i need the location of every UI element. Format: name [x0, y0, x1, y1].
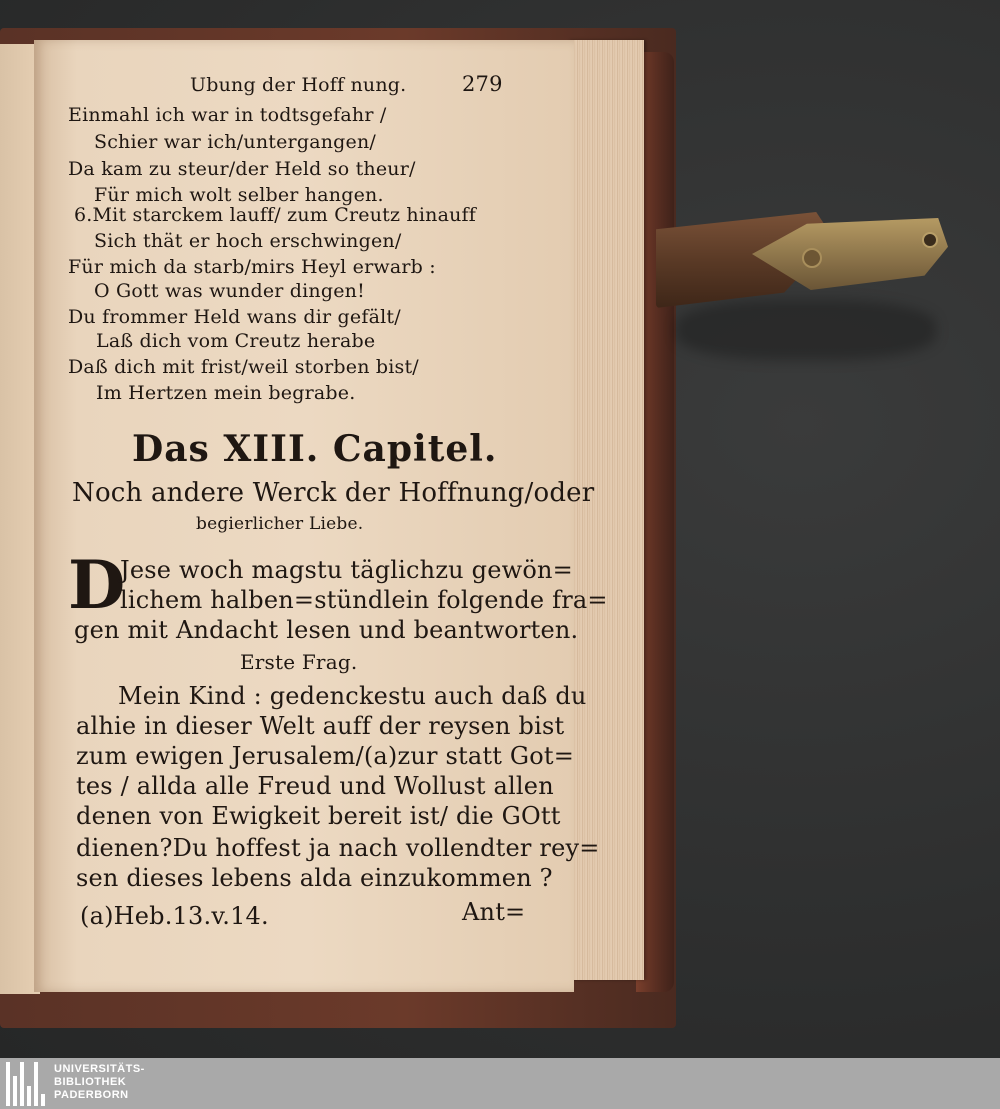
verse-line: Für mich wolt selber hangen. [94, 184, 384, 206]
body-line: denen von Ewigkeit bereit ist/ die GOtt [76, 802, 561, 830]
footnote: (a)Heb.13.v.14. [80, 902, 269, 930]
barcode-logo-icon [6, 1062, 46, 1106]
body-line: Mein Kind : gedenckestu auch daß du [118, 682, 587, 710]
body-line: tes / allda alle Freud und Wollust allen [76, 772, 554, 800]
library-name-line: PADERBORN [54, 1089, 129, 1101]
strap-shadow [676, 300, 936, 360]
library-name-line: BIBLIOTHEK [54, 1076, 127, 1088]
clasp-rivet-icon [802, 248, 822, 268]
verse-line: Einmahl ich war in todtsgefahr / [68, 104, 387, 126]
body-line: alhie in dieser Welt auff der reysen bist [76, 712, 565, 740]
verse-line: Du frommer Held wans dir gefält/ [68, 306, 401, 328]
catchword: Ant= [462, 898, 526, 926]
verse-line: Im Hertzen mein begrabe. [96, 382, 356, 404]
intro-line: lichem halben=stündlein folgende fra= [120, 586, 608, 614]
question-heading: Erste Frag. [240, 650, 358, 674]
body-line: sen dieses lebens alda einzukommen ? [76, 864, 553, 892]
chapter-title: Das XIII. Capitel. [132, 428, 498, 470]
drop-cap: D [68, 546, 126, 624]
verse-line: O Gott was wunder dingen! [94, 280, 365, 302]
verse-line: Schier war ich/untergangen/ [94, 131, 377, 153]
intro-line: gen mit Andacht lesen und beantworten. [74, 616, 579, 644]
intro-line: Jese woch magstu täglichzu gewön= [120, 556, 573, 584]
verse-line: Daß dich mit frist/weil storben bist/ [68, 356, 419, 378]
verse-line: Da kam zu steur/der Held so theur/ [68, 158, 416, 180]
verse-line: Für mich da starb/mirs Heyl erwarb : [68, 256, 436, 278]
verse-line: Sich thät er hoch erschwingen/ [94, 230, 402, 252]
chapter-subtitle-cont: begierlicher Liebe. [196, 514, 364, 534]
library-footer-bar [0, 1058, 1000, 1109]
verse-line: 6.Mit starckem lauff/ zum Creutz hinauff [74, 204, 476, 226]
page-number: 279 [462, 72, 503, 96]
library-name-line: UNIVERSITÄTS- [54, 1063, 145, 1075]
clasp-hole-icon [922, 232, 938, 248]
running-head: Ubung der Hoff nung. [190, 74, 407, 96]
body-line: dienen?Du hoffest ja nach vollendter rey= [76, 834, 600, 862]
body-line: zum ewigen Jerusalem/(a)zur statt Got= [76, 742, 575, 770]
chapter-subtitle: Noch andere Werck der Hoffnung/oder [72, 478, 595, 508]
verse-line: Laß dich vom Creutz herabe [96, 330, 376, 352]
